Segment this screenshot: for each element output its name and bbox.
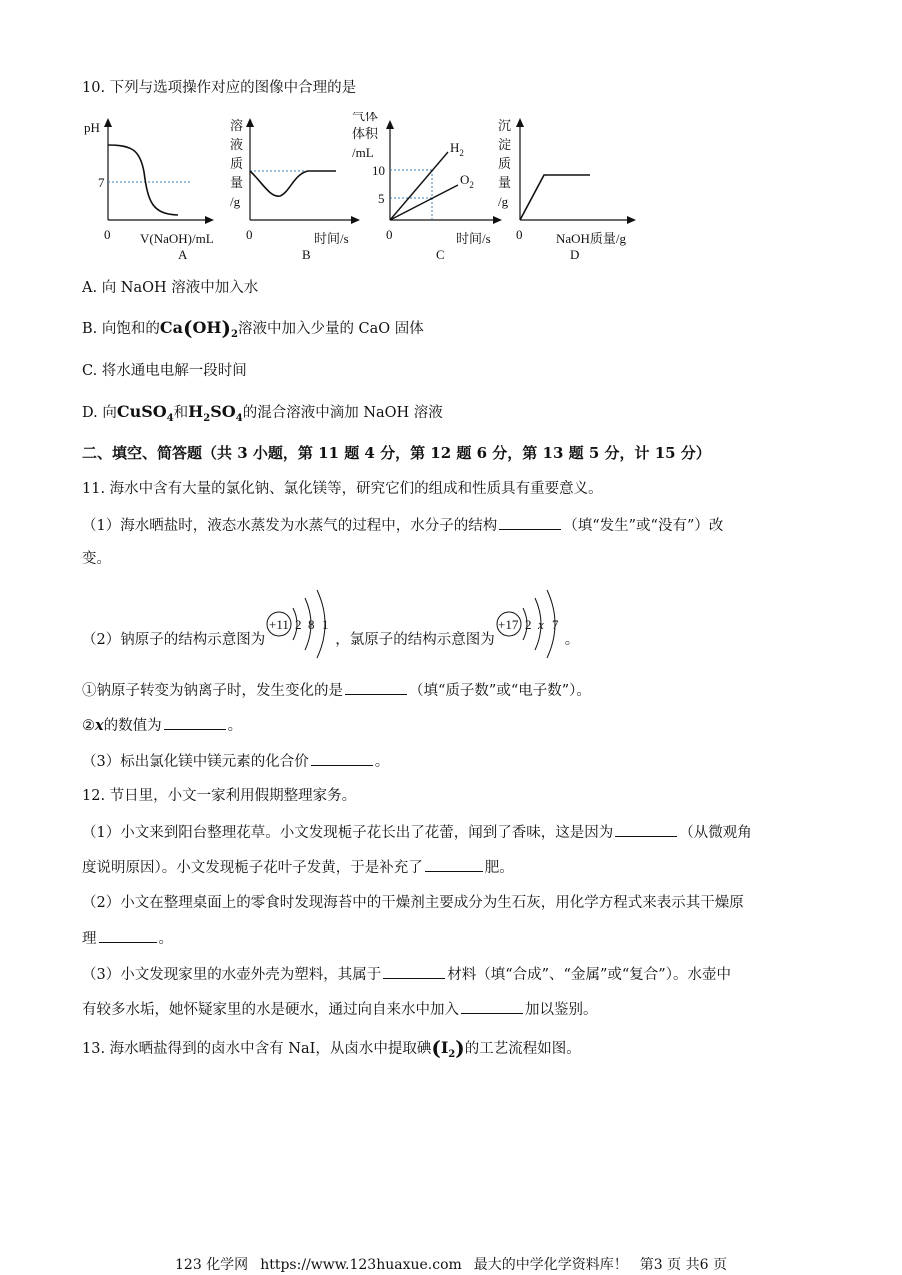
graph-b-letter: B [302,247,311,262]
graph-d-ylabel-2: 淀 [498,137,512,152]
graph-d-ylabel-1: 沉 [498,118,512,133]
q12-part2: （2）小文在整理桌面上的零食时发现海苔中的干燥剂主要成分为生石灰，用化学方程式来表示其干燥原 [82,895,744,911]
graph-c [352,112,512,266]
graph-c-tick10: 10 [372,163,385,178]
q10-option-b: B. 向饱和的$Ca(OH)_2$溶液中加入少量的 CaO 固体 [82,316,424,341]
q12-part2-cont: 理 。 [82,928,173,949]
graph-c-tick5: 5 [378,191,385,206]
graph-d-xlabel: NaOH质量/g [556,231,627,246]
footer-url[interactable]: https://www.123huaxue.com [260,1257,462,1273]
graph-c-origin: 0 [386,227,393,242]
q12-part1: （1）小文来到阳台整理花草。小文发现栀子花长出了花蕾，闻到了香味，这是因为 （从微观角 [82,822,752,843]
svg-text:2: 2 [295,617,302,632]
svg-text:2: 2 [524,617,532,632]
svg-text:1: 1 [322,617,329,632]
svg-text:+11: +11 [269,617,290,632]
answer-blank[interactable] [383,964,445,979]
graph-b-ylabel-2: 液 [230,137,244,152]
q10-option-c: C. 将水通电电解一段时间 [82,363,247,379]
answer-blank[interactable] [345,680,407,695]
graph-a-origin: 0 [104,227,111,242]
q12-part3: （3）小文发现家里的水壶外壳为塑料，其属于 材料（填“合成”、“金属”或“复合”）。水壶中 [82,964,731,985]
svg-text:x: x [537,617,544,632]
graph-d-ylabel-4: 量 [498,175,512,190]
chlorine-atom-diagram [495,588,565,692]
answer-blank[interactable] [499,515,561,530]
graph-c-xlabel: 时间/s [456,231,491,246]
graph-c-ylabel-2: 体积 [352,126,379,141]
q11-stem: 11. 海水中含有大量的氯化钠、氯化镁等，研究它们的组成和性质具有重要意义。 [82,481,603,497]
answer-blank[interactable] [461,999,523,1014]
graph-c-ylabel-1: 气体 [352,112,379,123]
footer-site: 123 化学网 [175,1257,249,1273]
q11-part1-cont: 变。 [82,551,111,567]
q11-part1: （1）海水晒盐时，液态水蒸发为水蒸气的过程中，水分子的结构 （填“发生”或“没有”）改 [82,515,723,536]
graph-c-ylabel-3: /mL [352,145,374,160]
q11-part2: （2）钠原子的结构示意图为 +11 2 8 1 ，氯原子的结构示意图为 +17 2 x 7 。 [82,588,579,660]
answer-blank[interactable] [425,857,483,872]
graph-a-ylabel: pH [84,120,100,135]
graph-b-ylabel-3: 质 [230,156,244,171]
graph-d-ylabel-5: /g [498,194,509,209]
graph-d-origin: 0 [516,227,523,242]
answer-blank[interactable] [311,751,373,766]
section-2-heading: 二、填空、简答题（共 3 小题，第 11 题 4 分，第 12 题 6 分，第 13 题 5 分，计 15 分） [82,444,711,462]
q11-part3: （3）标出氯化镁中镁元素的化合价 。 [82,751,389,772]
graph-b-origin: 0 [246,227,253,242]
graph-b-ylabel-1: 溶 [230,118,244,133]
graph-b-ylabel-5: /g [230,194,241,209]
q11-sub1: ①钠原子转变为钠离子时，发生变化的是 （填“质子数”或“电子数”）。 [82,680,591,701]
answer-blank[interactable] [615,822,677,837]
sodium-atom-diagram [265,588,335,692]
page-footer [0,1254,902,1274]
q10-option-a: A. 向 NaOH 溶液中加入水 [82,280,259,296]
footer-slogan: 最大的中学化学资料库！ [473,1257,628,1273]
graph-c-letter: C [436,247,445,262]
q12-part3-cont: 有较多水垢，她怀疑家里的水是硬水，通过向自来水中加入 加以鉴别。 [82,999,598,1020]
answer-blank[interactable] [164,715,226,730]
q12-part1-cont: 度说明原因）。小文发现栀子花叶子发黄，于是补充了 肥。 [82,857,514,878]
graph-d [498,112,648,266]
answer-blank[interactable] [99,928,157,943]
graph-d-letter: D [570,247,580,262]
graph-a-xlabel: V(NaOH)/mL [140,231,214,246]
svg-text:+17: +17 [497,617,519,632]
q12-stem: 12. 节日里，小文一家利用假期整理家务。 [82,788,357,804]
q13-stem: 13. 海水晒盐得到的卤水中含有 NaI，从卤水中提取碘$(I_2)$的工艺流程如图。 [82,1036,581,1061]
graph-b [228,112,368,266]
q10-option-d: D. 向CuSO$_4$和$H_2SO_4$的混合溶液中滴加 NaOH 溶液 [82,402,443,425]
graph-d-ylabel-3: 质 [498,156,512,171]
svg-text:8: 8 [308,617,315,632]
q10-stem: 10. 下列与选项操作对应的图像中合理的是 [82,80,357,96]
page-number: 第3 页 共6 页 [639,1257,727,1273]
graph-b-ylabel-4: 量 [230,175,244,190]
graph-a-letter: A [178,247,188,262]
graph-a-ytick: 7 [98,175,105,190]
graph-c-o2-label: $O_2$ [460,172,474,190]
graph-c-h2-label: $H_2$ [450,140,464,158]
q11-sub2: ②x的数值为 。 [82,717,243,734]
svg-text:7: 7 [551,617,559,632]
graph-b-xlabel: 时间/s [314,231,349,246]
